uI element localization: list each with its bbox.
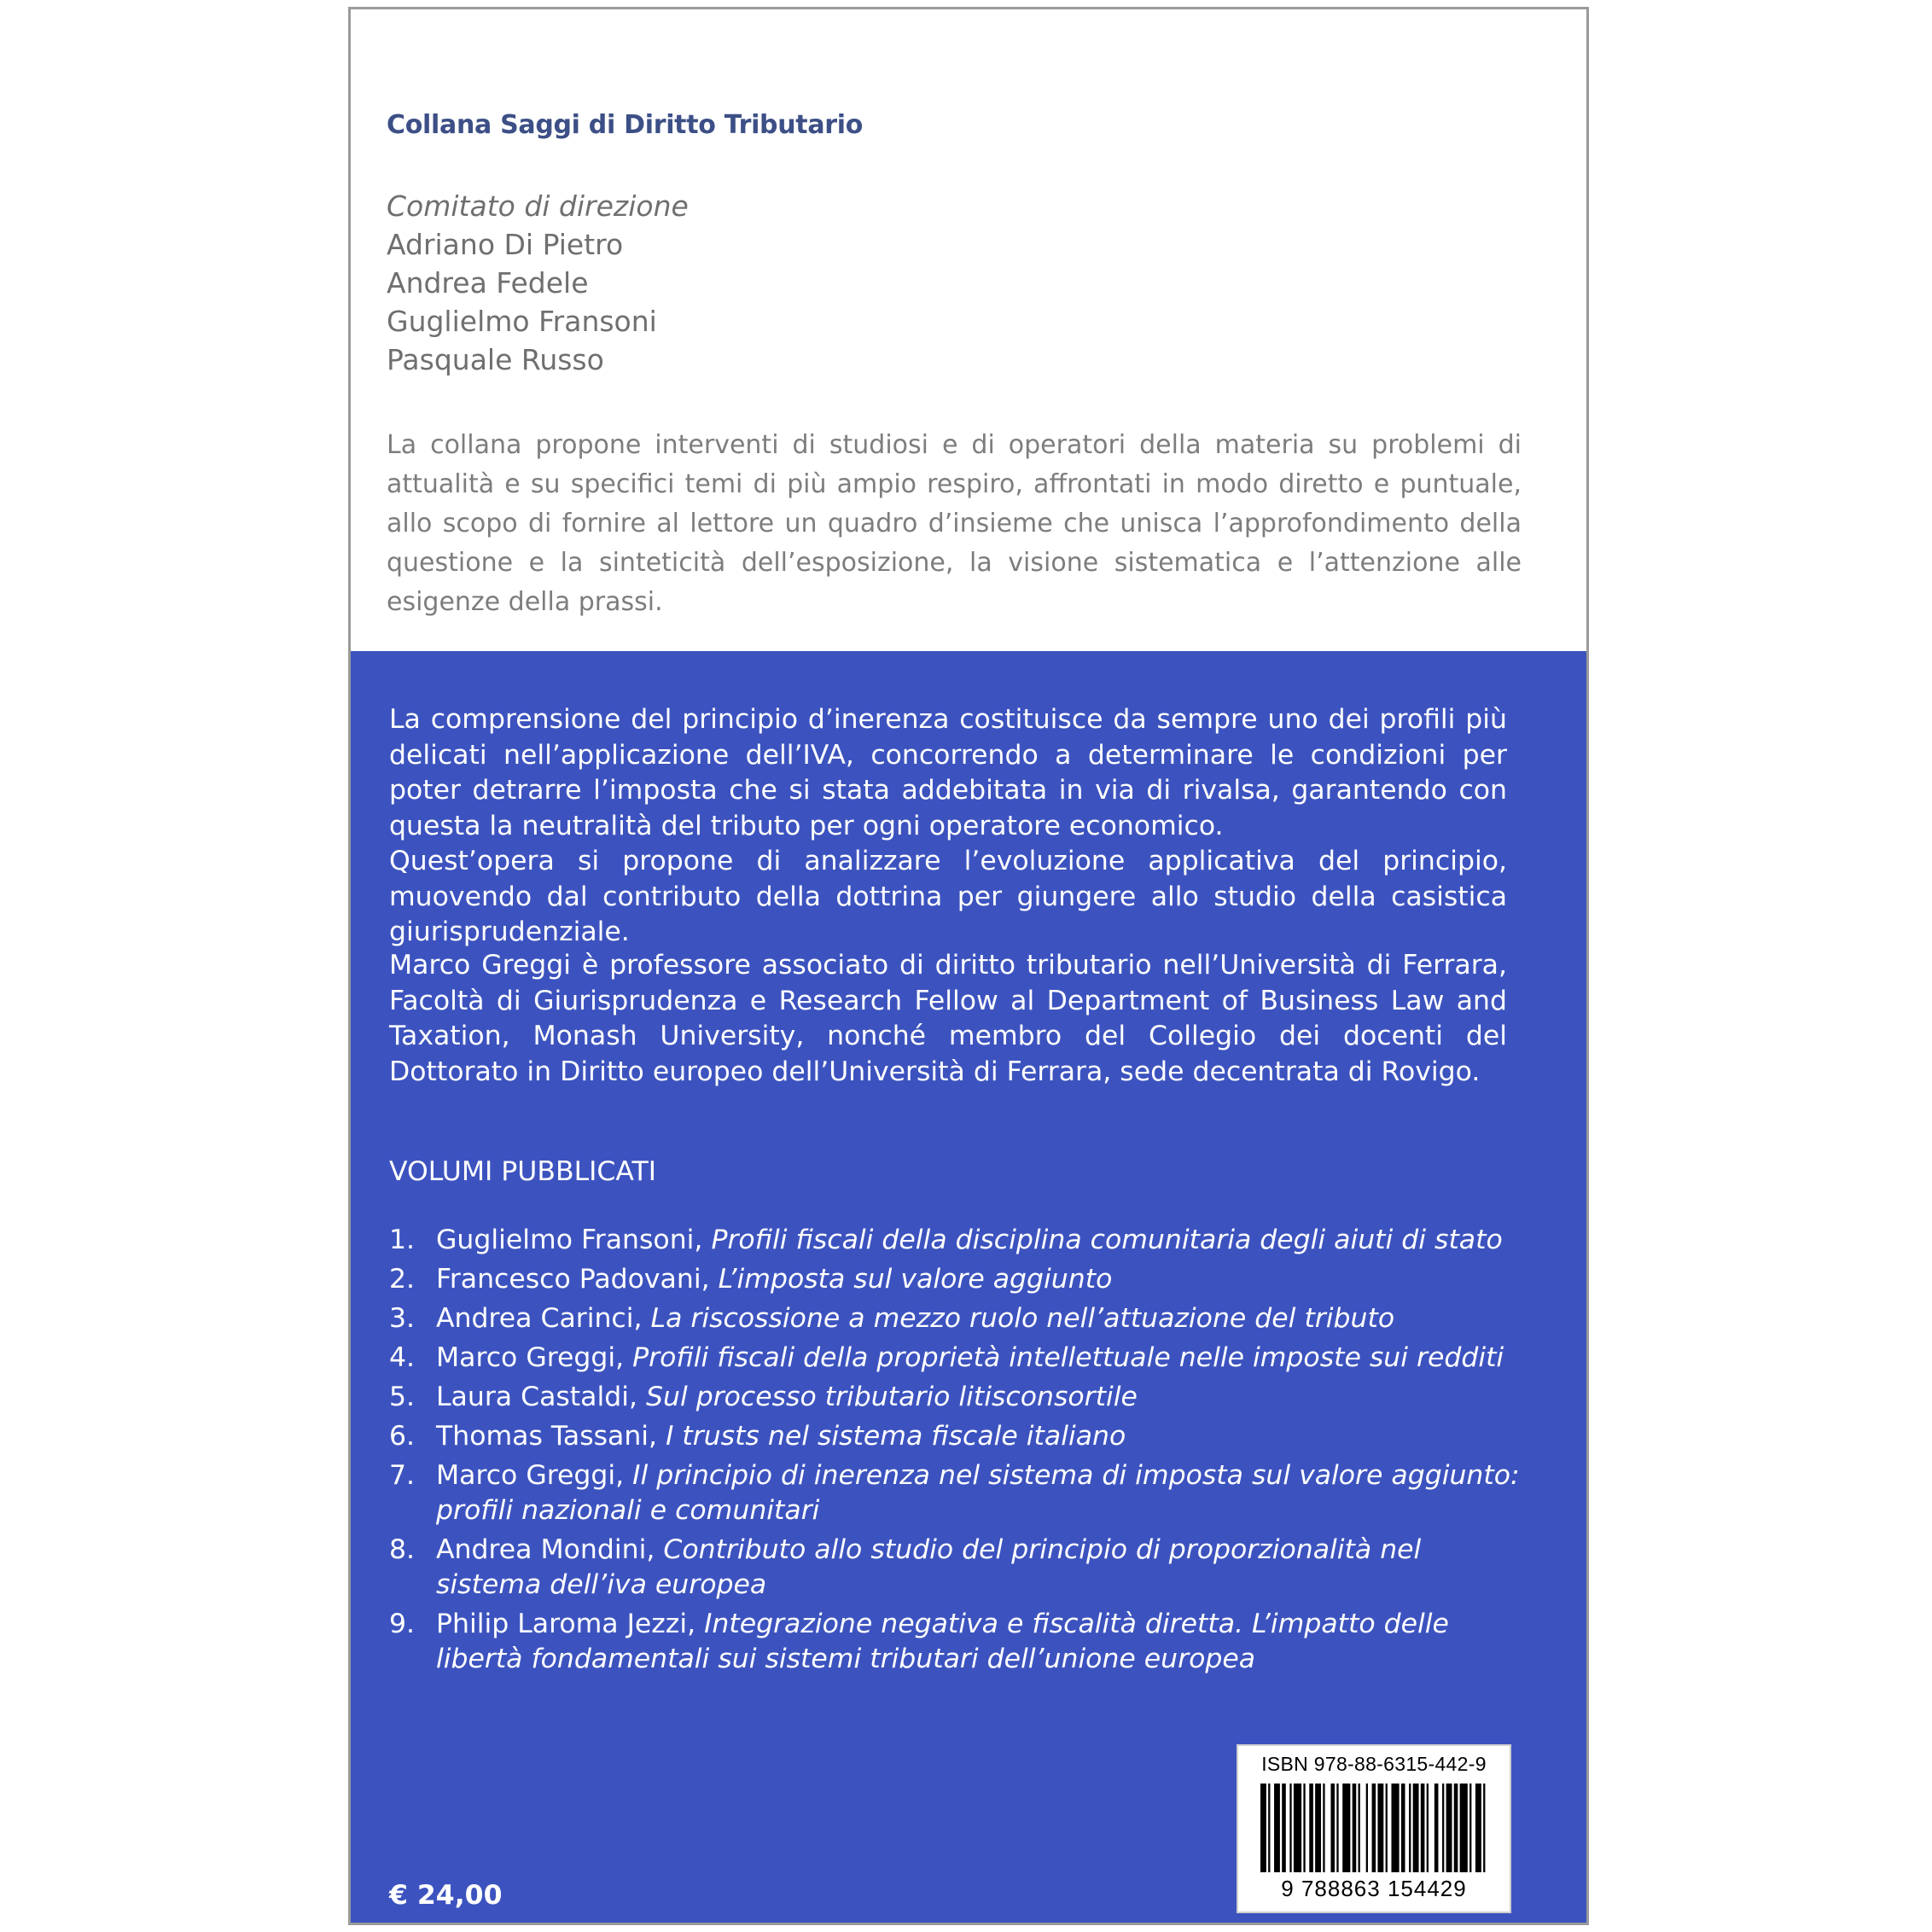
volume-title: Profili fiscali della proprietà intellettuale nelle imposte sui redditi (632, 1342, 1504, 1373)
volume-item (389, 1458, 1533, 1528)
volumes-heading: VOLUMI PUBBLICATI (389, 1156, 657, 1187)
volume-number: 6. (389, 1421, 416, 1452)
ean-digits: 9 788863 154429 (1281, 1876, 1467, 1901)
volume-title: La riscossione a mezzo ruolo nell’attuazione del tributo (650, 1303, 1395, 1334)
volume-title: L’imposta sul valore aggiunto (718, 1264, 1113, 1295)
volume-number: 9. (389, 1609, 416, 1639)
volume-item (389, 1419, 1533, 1454)
barcode-icon (1260, 1784, 1489, 1872)
volumes-list (389, 1223, 1533, 1681)
volume-title: Sul processo tributario litisconsortile (645, 1382, 1138, 1412)
volume-author: Andrea Mondini, (436, 1534, 664, 1565)
volume-number: 7. (389, 1460, 416, 1491)
volume-number: 1. (389, 1225, 416, 1255)
isbn-barcode-box (1237, 1744, 1511, 1913)
committee-label: Comitato di direzione (387, 189, 689, 223)
volume-item (389, 1262, 1533, 1297)
volume-author: Laura Castaldi, (436, 1382, 646, 1412)
series-title: Collana Saggi di Diritto Tributario (387, 110, 864, 140)
volume-author: Philip Laroma Jezzi, (436, 1609, 705, 1639)
volume-title: Integrazione negativa e fiscalità diretta. L’impatto delle libertà fondamentali sui sistemi tributari dell’unione europea (436, 1609, 1449, 1674)
volume-title: Contributo allo studio del principio di proporzionalità nel sistema dell’iva europea (436, 1534, 1422, 1600)
volume-item (389, 1223, 1533, 1258)
volume-author: Thomas Tassani, (436, 1421, 666, 1452)
volume-number: 8. (389, 1534, 416, 1565)
volume-item (389, 1301, 1533, 1336)
volume-item (389, 1341, 1533, 1376)
volume-item (389, 1380, 1533, 1415)
price-label: € 24,00 (389, 1880, 503, 1911)
volume-number: 3. (389, 1303, 416, 1334)
volume-author: Marco Greggi, (436, 1460, 633, 1491)
volume-number: 2. (389, 1264, 416, 1295)
series-description: La collana propone interventi di studiosi e di operatori della materia su problemi di attualità e su specifici temi di più ampio respiro, affrontati in modo diretto e puntuale, allo scopo di fornire al lettore un quadro d’insieme che unisca l’approfondimento della questione e la sinteticità dell’esposizione, la visione sistematica e l’attenzione alle esigenze della prassi. (387, 430, 1522, 617)
volume-title: Profili fiscali della disciplina comunitaria degli aiuti di stato (711, 1225, 1503, 1255)
series-info-section (351, 9, 1586, 651)
abstract-paragraph: Quest’opera si propone di analizzare l’evoluzione applicativa del principio, muovendo dal contributo della dottrina per giungere allo studio della casistica giurisprudenziale. (389, 846, 1507, 947)
volume-author: Francesco Padovani, (436, 1264, 719, 1295)
book-back-cover (348, 7, 1589, 1925)
book-abstract (389, 702, 1507, 951)
committee-member: Pasquale Russo (387, 343, 604, 376)
committee-member: Andrea Fedele (387, 266, 589, 300)
author-bio: Marco Greggi è professore associato di diritto tributario nell’Università di Ferrara, Facoltà di Giurisprudenza e Research Fellow al Department of Business Law and Taxation, Monash University, nonché membro del Collegio dei docenti del Dottorato in Diritto europeo dell’Università di Ferrara, sede decentrata di Rovigo. (389, 950, 1507, 1087)
volume-author: Marco Greggi, (436, 1342, 633, 1373)
volume-number: 4. (389, 1342, 416, 1373)
blue-content-panel (351, 651, 1586, 1925)
isbn-label: ISBN 978-88-6315-442-9 (1261, 1753, 1487, 1775)
committee-member: Guglielmo Fransoni (387, 305, 657, 338)
volume-author: Andrea Carinci, (436, 1303, 651, 1334)
volume-title: I trusts nel sistema fiscale italiano (666, 1421, 1126, 1452)
volume-item (389, 1607, 1533, 1677)
volume-title: Il principio di inerenza nel sistema di imposta sul valore aggiunto: profili nazionali e comunitari (436, 1460, 1520, 1526)
volume-item (389, 1533, 1533, 1603)
committee-member: Adriano Di Pietro (387, 228, 624, 261)
abstract-paragraph: La comprensione del principio d’inerenza costituisce da sempre uno dei profili più delicati nell’applicazione dell’IVA, concorrendo a determinare le condizioni per poter detrarre l’imposta che si stata addebitata in via di rivalsa, garantendo con questa la neutralità del tributo per ogni operatore economico. (389, 704, 1507, 841)
volume-author: Guglielmo Fransoni, (436, 1225, 712, 1255)
editorial-committee (387, 187, 689, 379)
volume-number: 5. (389, 1382, 416, 1412)
